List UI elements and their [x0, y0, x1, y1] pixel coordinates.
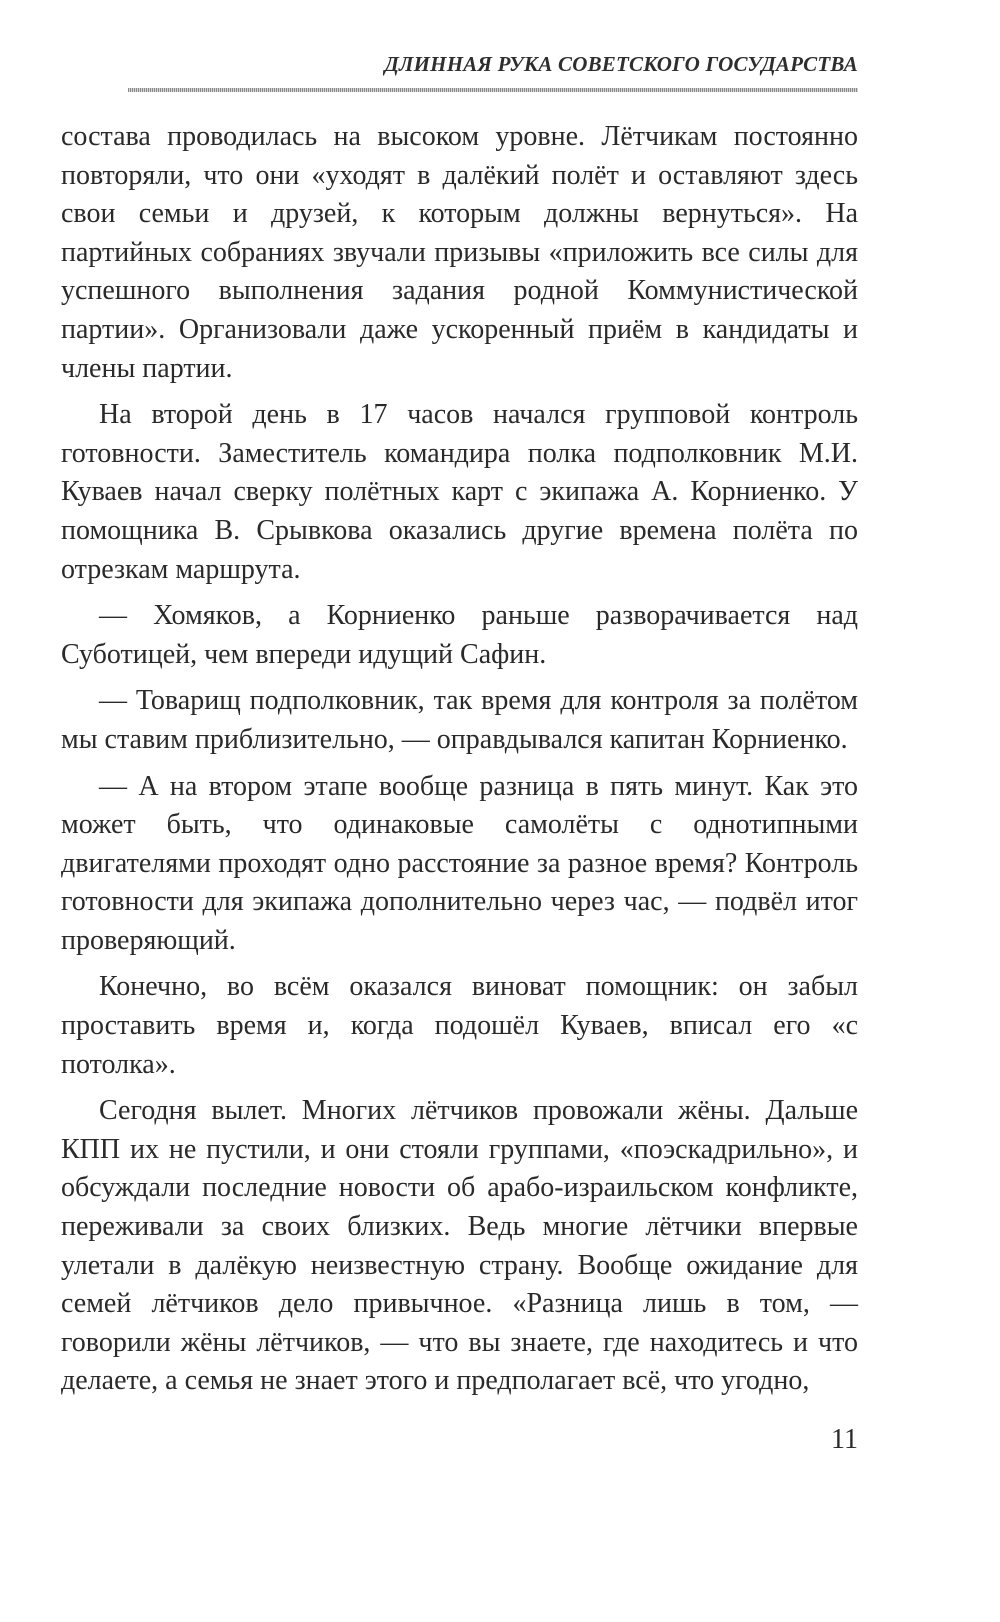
paragraph-3: — Хомяков, а Корниенко раньше разворачивается над Суботицей, чем впереди идущий Сафин. [61, 600, 858, 670]
paragraph-1: состава проводилась на высоком уровне. Лётчикам постоянно повторяли, что они «уходят в далёкий полёт и оставляют здесь свои семьи и друзей, к которым должны вернуться». На партийных собраниях звучали призывы «приложить все силы для успешного выполнения задания родной Коммунистической партии». Организовали даже ускоренный приём в кандидаты и члены партии. [61, 121, 858, 384]
body-text [61, 118, 858, 1409]
paragraph-4: — Товарищ подполковник, так время для контроля за полётом мы ставим приблизительно, — оправдывался капитан Корниенко. [61, 685, 858, 755]
header-rule [128, 88, 858, 92]
paragraph-7: Сегодня вылет. Многих лётчиков провожали жёны. Дальше КПП их не пустили, и они стояли группами, «поэскадрильно», и обсуждали последние новости об арабо-израильском конфликте, переживали за своих близких. Ведь многие лётчики впервые улетали в далёкую неизвестную страну. Вообще ожидание для семей лётчиков дело привычное. «Разница лишь в том, — говорили жёны лётчиков, — что вы знаете, где находитесь и что делаете, а семья не знает этого и предполагает всё, что угодно, [61, 1095, 858, 1397]
running-title: ДЛИННАЯ РУКА СОВЕТСКОГО ГОСУДАРСТВА [384, 52, 858, 76]
paragraph-2: На второй день в 17 часов начался групповой контроль готовности. Заместитель командира полка подполковник М.И. Куваев начал сверку полётных карт с экипажа А. Корниенко. У помощника В. Срывкова оказались другие времена полёта по отрезкам маршрута. [61, 399, 858, 585]
page-number: 11 [831, 1424, 858, 1455]
paragraph-6: Конечно, во всём оказался виноват помощник: он забыл проставить время и, когда подошёл Куваев, вписал его «с потолка». [61, 971, 858, 1080]
paragraph-5: — А на втором этапе вообще разница в пять минут. Как это может быть, что одинаковые самолёты с однотипными двигателями проходят одно расстояние за разное время? Контроль готовности для экипажа дополнительно через час, — подвёл итог проверяющий. [61, 770, 858, 956]
